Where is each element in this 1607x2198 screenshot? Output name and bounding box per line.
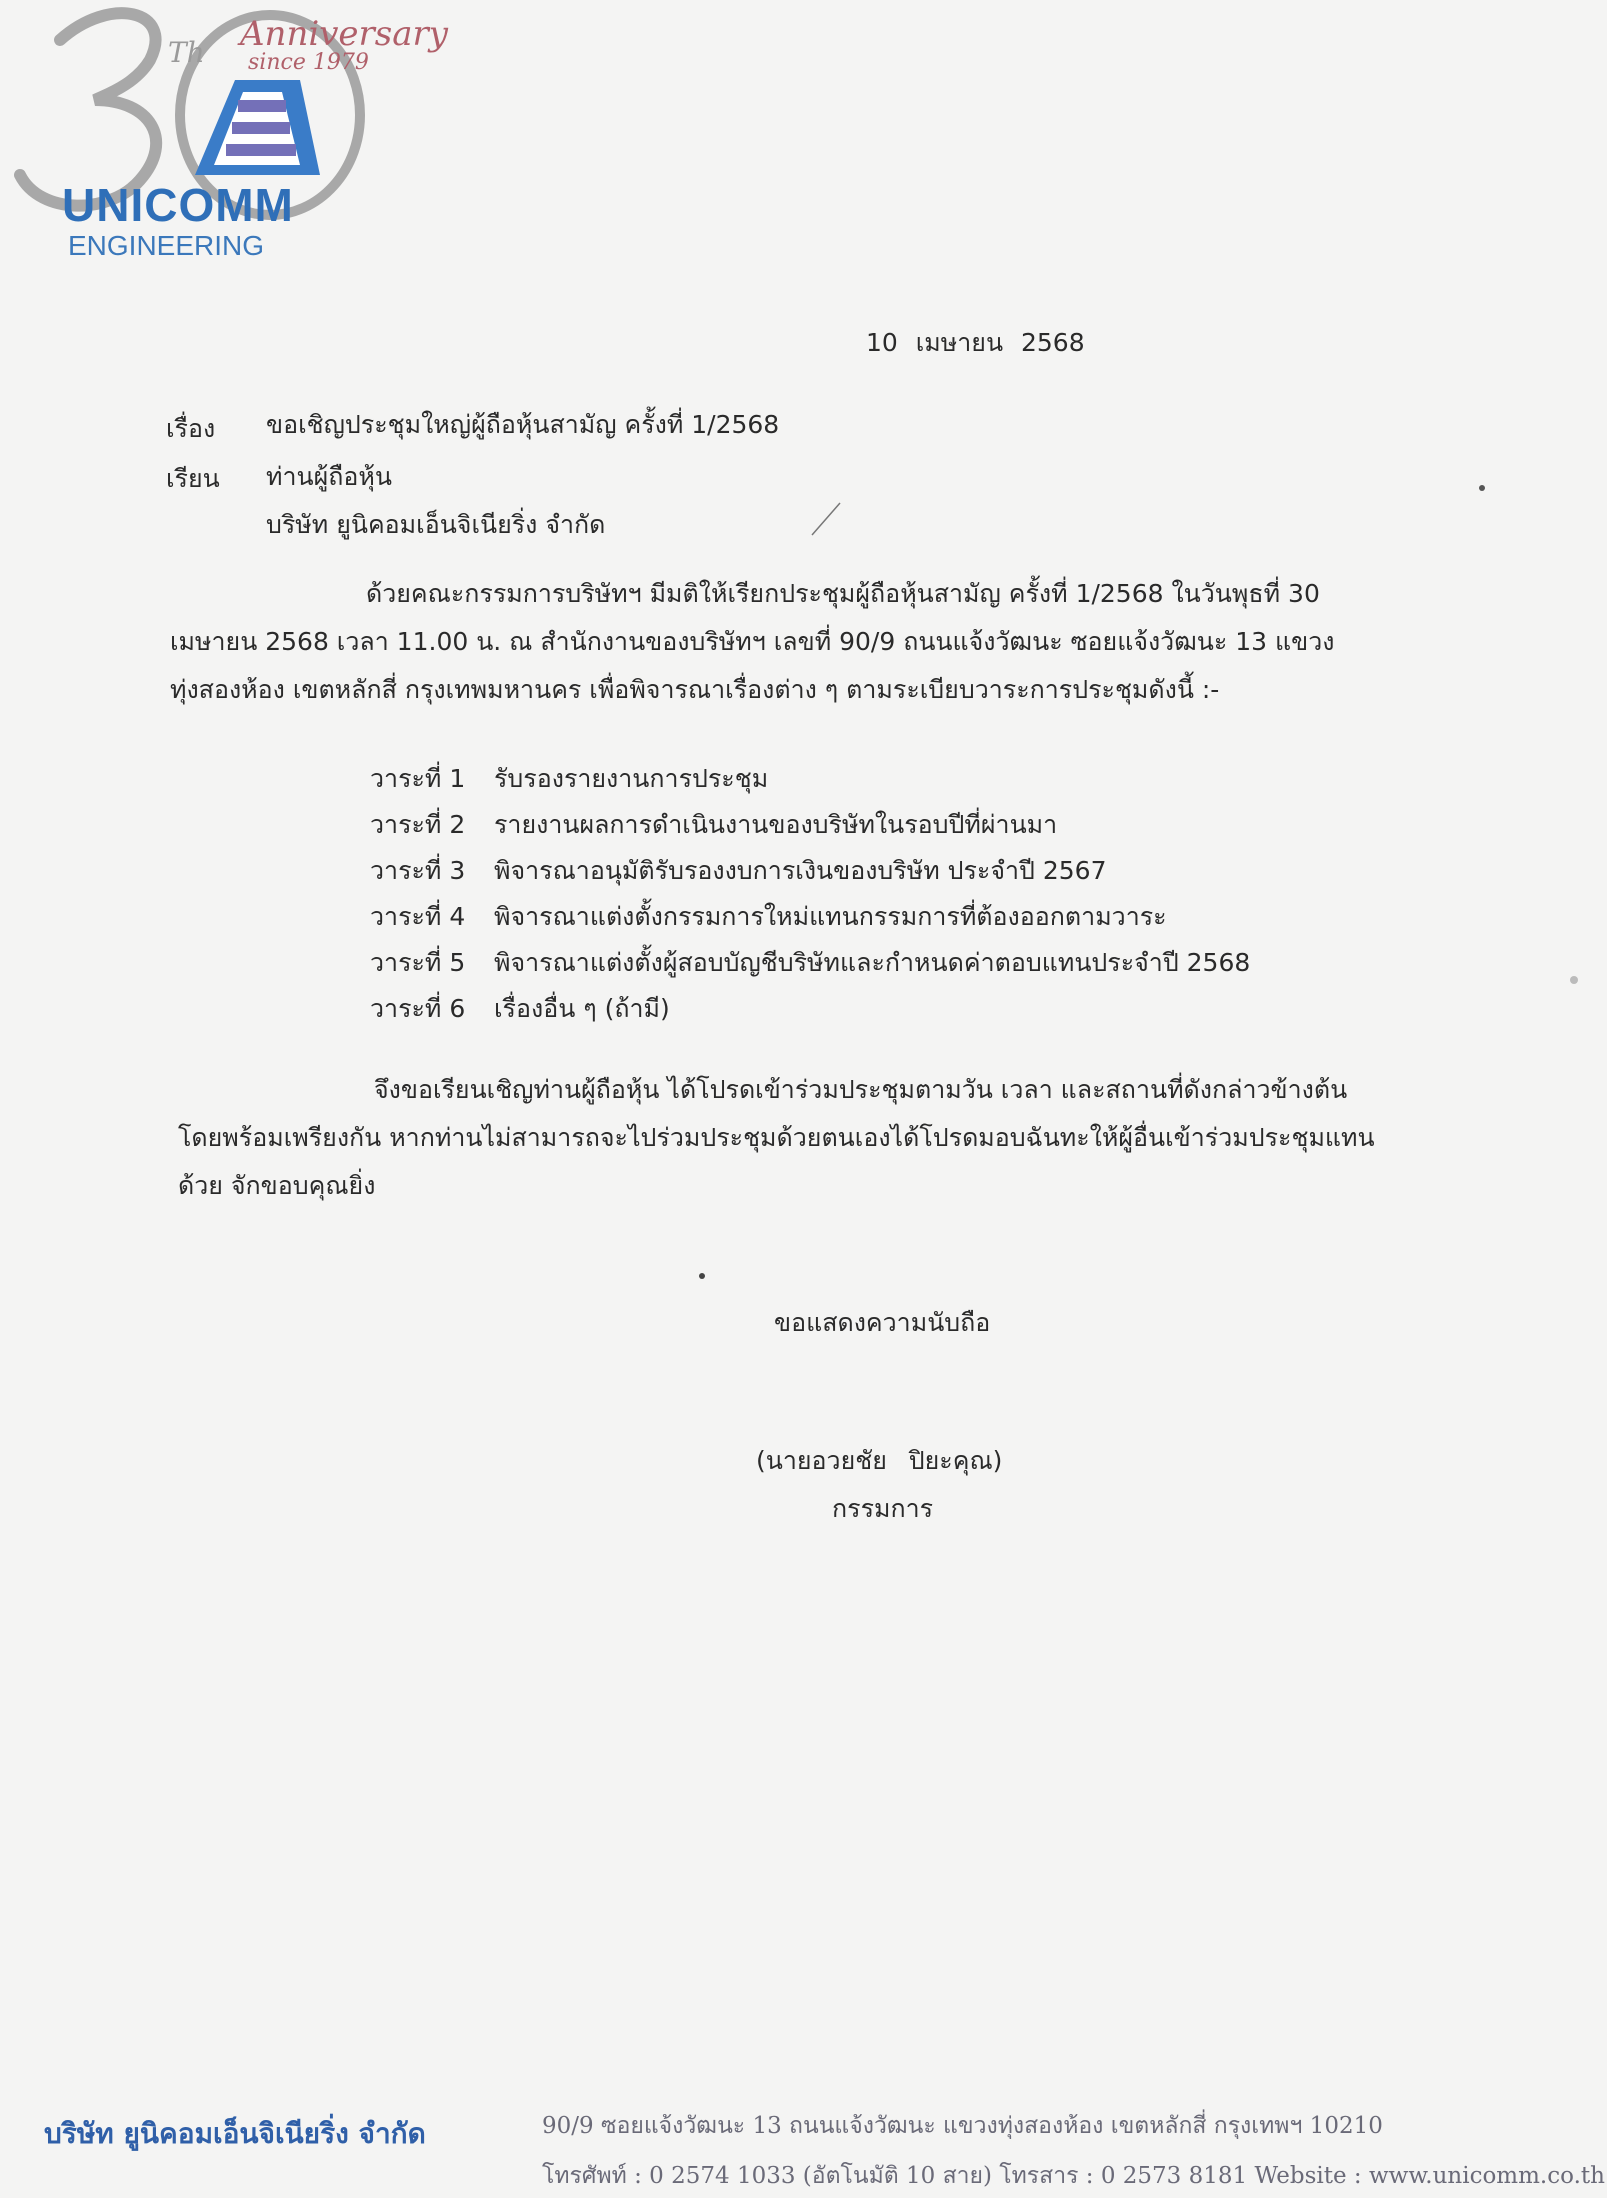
agenda-item [370, 756, 1250, 802]
agenda-item [370, 986, 1250, 1032]
agenda-text: พิจารณาแต่งตั้งกรรมการใหม่แทนกรรมการที่ต้องออกตามวาระ [494, 902, 1167, 931]
logo-since-text: since 1979 [248, 50, 369, 75]
agenda-number: วาระที่ 2 [370, 810, 466, 839]
agenda-text: รับรองรายงานการประชุม [494, 764, 769, 793]
logo-anniversary-text: Anniversary [240, 14, 448, 54]
agenda-number: วาระที่ 3 [370, 856, 466, 885]
agenda-item [370, 940, 1250, 986]
to-label: เรียน [166, 464, 220, 493]
agenda-number: วาระที่ 4 [370, 902, 466, 931]
signer-name: (นายอวยชัย ปิยะคุณ) [756, 1446, 1003, 1475]
agenda-text: รายงานผลการดำเนินงานของบริษัทในรอบปีที่ผ่านมา [494, 810, 1058, 839]
closing-text: ขอแสดงความนับถือ [774, 1308, 991, 1337]
agenda-number: วาระที่ 1 [370, 764, 466, 793]
agenda-item [370, 802, 1250, 848]
agenda-text: พิจารณาแต่งตั้งผู้สอบบัญชีบริษัทและกำหนดค่าตอบแทนประจำปี 2568 [494, 948, 1251, 977]
svg-text:Th: Th [168, 36, 205, 69]
to-line-1: ท่านผู้ถือหุ้น [266, 462, 392, 491]
subject-text: ขอเชิญประชุมใหญ่ผู้ถือหุ้นสามัญ ครั้งที่ 1/2568 [266, 410, 780, 439]
body-paragraph-1: ด้วยคณะกรรมการบริษัทฯ มีมติให้เรียกประชุมผู้ถือหุ้นสามัญ ครั้งที่ 1/2568 ในวันพุธที่ 30 เมษายน 2568 เวลา 11.00 น. ณ สำนักงานของบริษัทฯ เลขที่ 90/9 ถนนแจ้งวัฒนะ ซอยแจ้งวัฒนะ 13 แขวงทุ่งสองห้อง เขตหลักสี่ กรุงเทพมหานคร เพื่อพิจารณาเรื่องต่าง ๆ ตามระเบียบวาระการประชุมดังนี้ :- [170, 579, 1335, 704]
agenda-item [370, 894, 1250, 940]
footer-contact: โทรศัพท์ : 0 2574 1033 (อัตโนมัติ 10 สาย) โทรสาร : 0 2573 8181 Website : www.unicomm.co.th [542, 2163, 1605, 2189]
agenda-number: วาระที่ 5 [370, 948, 466, 977]
to-line-2: บริษัท ยูนิคอมเอ็นจิเนียริ่ง จำกัด [266, 510, 606, 539]
agenda-text: พิจารณาอนุมัติรับรองงบการเงินของบริษัท ประจำปี 2567 [494, 856, 1107, 885]
agenda-number: วาระที่ 6 [370, 994, 466, 1023]
logo-company-name: UNICOMM [62, 179, 294, 231]
agenda-list [370, 756, 1250, 1032]
letter-date: 10 เมษายน 2568 [866, 328, 1085, 357]
footer-address: 90/9 ซอยแจ้งวัฒนะ 13 ถนนแจ้งวัฒนะ แขวงทุ่งสองห้อง เขตหลักสี่ กรุงเทพฯ 10210 [542, 2113, 1383, 2139]
body-paragraph-2: จึงขอเรียนเชิญท่านผู้ถือหุ้น ได้โปรดเข้าร่วมประชุมตามวัน เวลา และสถานที่ดังกล่าวข้างต้น โดยพร้อมเพรียงกัน หากท่านไม่สามารถจะไปร่วมประชุมด้วยตนเองได้โปรดมอบฉันทะให้ผู้อื่นเข้าร่วมประชุมแทนด้วย จักขอบคุณยิ่ง [178, 1075, 1375, 1200]
agenda-item [370, 848, 1250, 894]
company-logo [0, 0, 450, 270]
agenda-text: เรื่องอื่น ๆ (ถ้ามี) [494, 994, 670, 1023]
footer-company-name: บริษัท ยูนิคอมเอ็นจิเนียริ่ง จำกัด [44, 2117, 426, 2150]
signer-position: กรรมการ [832, 1494, 934, 1523]
subject-label: เรื่อง [166, 414, 216, 443]
logo-company-subname: ENGINEERING [68, 230, 265, 261]
